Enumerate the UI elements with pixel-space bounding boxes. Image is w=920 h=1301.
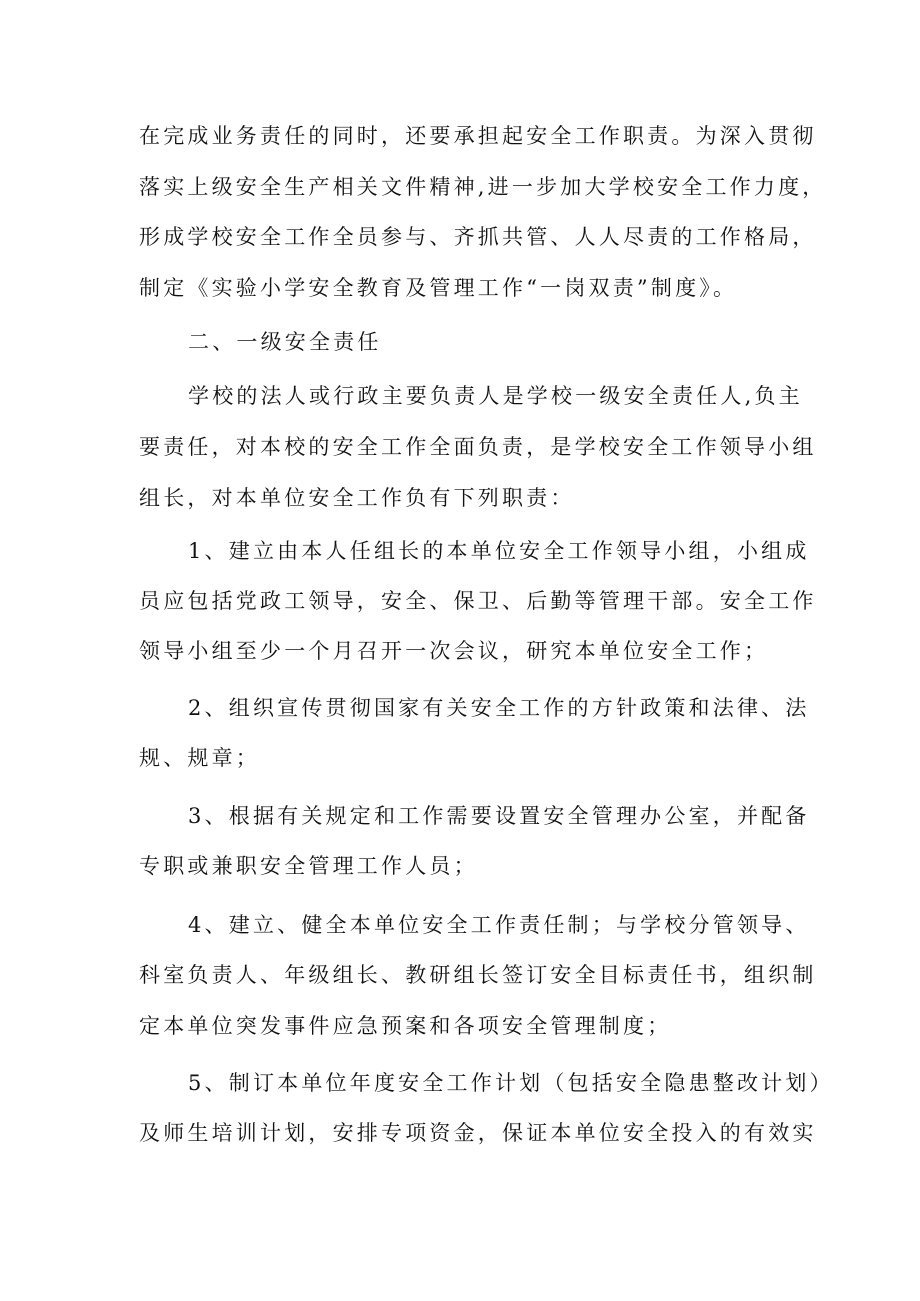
text-line: 学校的法人或行政主要负责人是学校一级安全责任人,负主 — [188, 384, 803, 408]
list-item-text: 2、组织宣传贯彻国家有关安全工作的方针政策和法律、法 — [188, 696, 810, 720]
text-line: 形成学校安全工作全员参与、齐抓共管、人人尽责的工作格局， — [139, 225, 817, 249]
section-heading: 二、一级安全责任 — [188, 330, 382, 354]
text-line: 制定《实验小学安全教育及管理工作“一岗双责”制度》。 — [139, 276, 738, 300]
text-line: 要责任，对本校的安全工作全面负责，是学校安全工作领导小组 — [139, 435, 817, 459]
list-item-text: 3、根据有关规定和工作需要设置安全管理办公室，并配备 — [188, 804, 810, 828]
text-line: 规、规章； — [139, 746, 260, 770]
text-line: 在完成业务责任的同时，还要承担起安全工作职责。为深入贯彻 — [139, 124, 817, 148]
list-item-text: 4、建立、健全本单位安全工作责任制；与学校分管领导、 — [188, 913, 810, 937]
text-line: 领导小组至少一个月召开一次会议，研究本单位安全工作； — [139, 639, 769, 663]
text-line: 及师生培训计划，安排专项资金，保证本单位安全投入的有效实 — [139, 1121, 817, 1145]
text-line: 专职或兼职安全管理工作人员； — [139, 854, 478, 878]
list-item-text: 5、制订本单位年度安全工作计划（包括安全隐患整改计划） — [188, 1071, 834, 1095]
list-item-text: 1、建立由本人任组长的本单位安全工作领导小组，小组成 — [188, 539, 810, 563]
text-line: 员应包括党政工领导，安全、保卫、后勤等管理干部。安全工作 — [139, 589, 817, 613]
text-line: 组长，对本单位安全工作负有下列职责： — [139, 486, 575, 510]
text-line: 定本单位突发事件应急预案和各项安全管理制度； — [139, 1014, 672, 1038]
text-line: 科室负责人、年级组长、教研组长签订安全目标责任书，组织制 — [139, 963, 817, 987]
text-line: 落实上级安全生产相关文件精神,进一步加大学校安全工作力度， — [139, 175, 827, 199]
